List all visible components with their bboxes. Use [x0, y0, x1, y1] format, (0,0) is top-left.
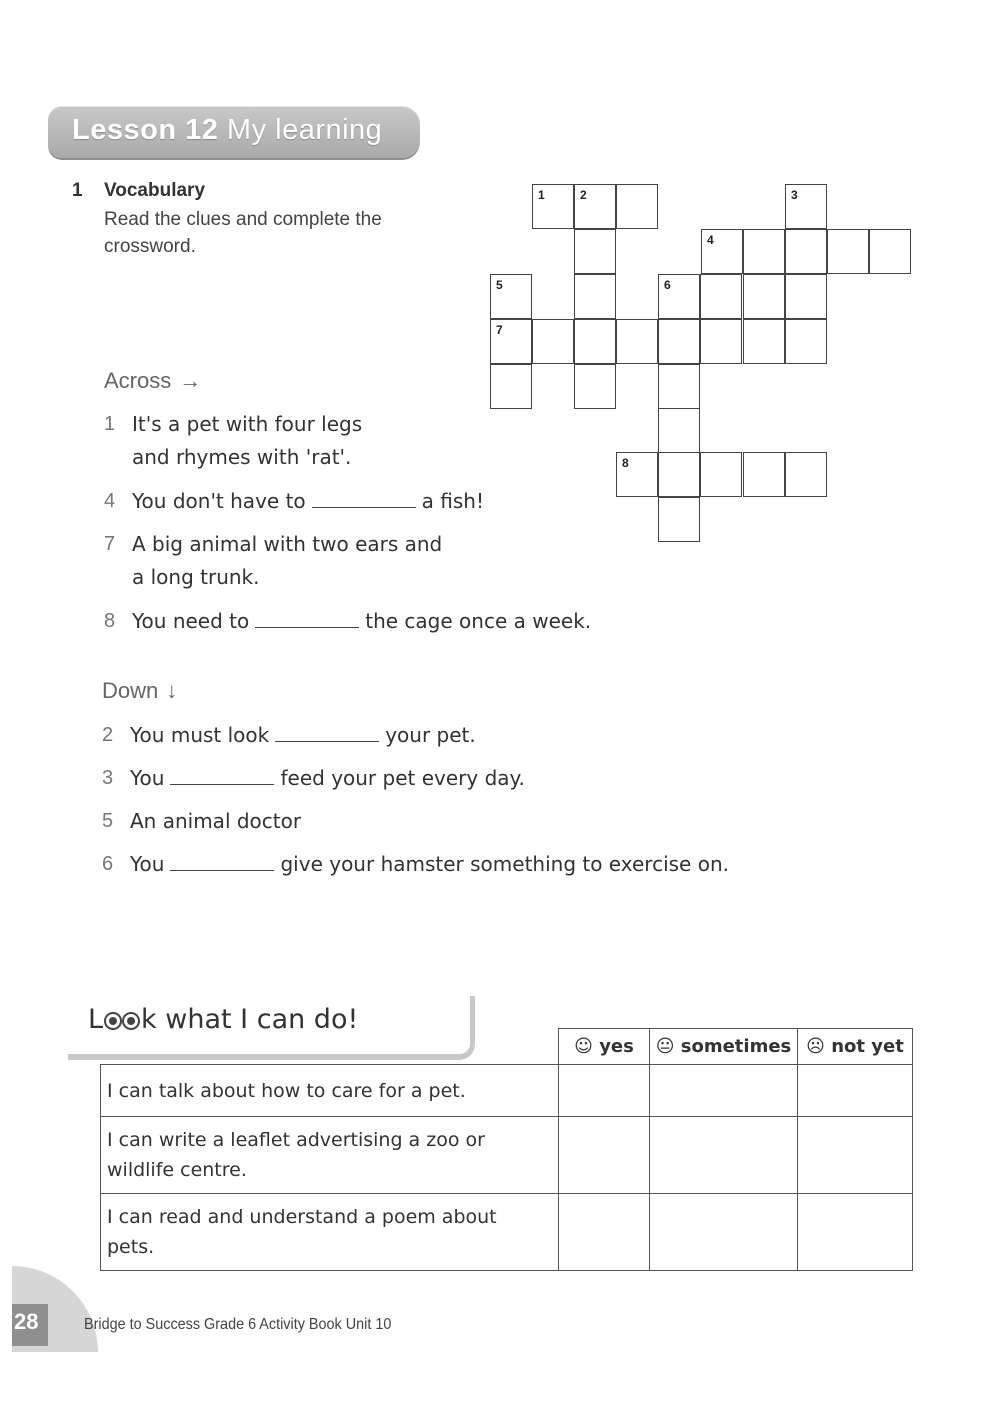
- clue-text: You need to: [132, 609, 250, 633]
- crossword-cell[interactable]: [827, 229, 869, 274]
- table-row: [101, 1117, 913, 1194]
- crossword-cell[interactable]: [743, 319, 785, 364]
- answer-blank[interactable]: [170, 852, 274, 871]
- down-clue-2: [102, 719, 602, 753]
- cell-number: 3: [791, 188, 798, 202]
- down-arrow-icon: ↓: [166, 678, 178, 703]
- answer-blank[interactable]: [312, 489, 416, 508]
- header-yes: ☺ yes: [559, 1029, 650, 1065]
- crossword-cell[interactable]: [658, 408, 700, 453]
- crossword-cell[interactable]: [532, 184, 574, 229]
- lesson-title: [72, 114, 382, 147]
- across-heading-text: Across: [104, 368, 172, 393]
- crossword-cell[interactable]: [490, 364, 532, 409]
- down-clue-3: [102, 762, 602, 796]
- crossword-cell[interactable]: [616, 452, 658, 497]
- crossword-cell[interactable]: [574, 184, 616, 229]
- check-cell-sometimes[interactable]: [650, 1194, 798, 1271]
- clue-text: A big animal with two ears and: [132, 532, 443, 556]
- down-heading: [102, 678, 177, 704]
- crossword-cell[interactable]: [616, 319, 658, 364]
- crossword-cell[interactable]: [785, 452, 827, 497]
- answer-blank[interactable]: [170, 766, 274, 785]
- crossword-cell[interactable]: [785, 319, 827, 364]
- can-do-statement: I can write a leaflet advertising a zoo or wildlife centre.: [101, 1117, 559, 1194]
- check-cell-not-yet[interactable]: [798, 1117, 913, 1194]
- crossword-cell[interactable]: [574, 319, 616, 364]
- crossword-cell[interactable]: [532, 319, 574, 364]
- cell-number: 8: [622, 456, 629, 470]
- crossword-cell[interactable]: [743, 229, 785, 274]
- check-cell-yes[interactable]: [559, 1065, 650, 1117]
- answer-blank[interactable]: [255, 609, 359, 628]
- cell-number: 2: [580, 188, 587, 202]
- crossword-cell[interactable]: [658, 319, 700, 364]
- crossword-cell[interactable]: [574, 274, 616, 319]
- cell-number: 5: [496, 278, 503, 292]
- clue-number: 7: [104, 533, 116, 555]
- down-clue-5: [102, 805, 602, 839]
- clue-number: 8: [104, 610, 116, 632]
- cell-number: 6: [664, 278, 671, 292]
- check-cell-yes[interactable]: [559, 1117, 650, 1194]
- clue-text: You must look: [130, 723, 270, 747]
- crossword-cell[interactable]: [616, 184, 658, 229]
- down-clue-6: [102, 848, 782, 882]
- lesson-subtitle: My learning: [226, 114, 383, 146]
- crossword-cell[interactable]: [490, 319, 532, 364]
- exercise-number: 1: [72, 180, 83, 201]
- cell-number: 7: [496, 323, 503, 337]
- across-heading: [104, 368, 201, 394]
- crossword-cell[interactable]: [658, 497, 700, 542]
- right-arrow-icon: →: [179, 368, 202, 393]
- header-sometimes: 😐 sometimes: [650, 1029, 798, 1065]
- crossword-cell[interactable]: [785, 184, 827, 229]
- crossword-cell[interactable]: [743, 274, 785, 319]
- crossword-cell[interactable]: [700, 319, 742, 364]
- can-do-statement: I can talk about how to care for a pet.: [101, 1065, 559, 1117]
- cell-number: 1: [538, 188, 545, 202]
- check-cell-not-yet[interactable]: [798, 1194, 913, 1271]
- clue-text: and rhymes with 'rat'.: [132, 445, 352, 469]
- crossword-cell[interactable]: [700, 452, 742, 497]
- answer-blank[interactable]: [275, 723, 379, 742]
- crossword-cell[interactable]: [785, 274, 827, 319]
- crossword-cell[interactable]: [574, 229, 616, 274]
- down-heading-text: Down: [102, 678, 159, 703]
- empty-header-cell: [101, 1029, 559, 1065]
- clue-text: An animal doctor: [130, 809, 302, 833]
- clue-number: 2: [102, 724, 114, 746]
- across-clue-7: [104, 528, 524, 598]
- clue-number: 5: [102, 810, 114, 832]
- check-cell-sometimes[interactable]: [650, 1117, 798, 1194]
- across-clue-4: [104, 485, 524, 519]
- clue-text: a long trunk.: [132, 565, 260, 589]
- lesson-banner: [48, 106, 420, 158]
- page-number: 28: [14, 1309, 39, 1334]
- clue-number: 3: [102, 767, 114, 789]
- look-title-end: k what I can do!: [141, 1004, 359, 1035]
- clue-number: 4: [104, 490, 116, 512]
- check-cell-sometimes[interactable]: [650, 1065, 798, 1117]
- crossword-cell[interactable]: [658, 452, 700, 497]
- table-header-row: [101, 1029, 913, 1065]
- clue-text: You don't have to: [132, 489, 306, 513]
- table-row: [101, 1065, 913, 1117]
- check-cell-yes[interactable]: [559, 1194, 650, 1271]
- clue-text: give your hamster something to exercise on.: [280, 852, 729, 876]
- crossword-cell[interactable]: [574, 364, 616, 409]
- can-do-statement: I can read and understand a poem about pets.: [101, 1194, 559, 1271]
- crossword-cell[interactable]: [743, 452, 785, 497]
- clue-number: 6: [102, 853, 114, 875]
- crossword-cell[interactable]: [785, 229, 827, 274]
- footer-text: Bridge to Success Grade 6 Activity Book Unit 10: [84, 1316, 392, 1333]
- clue-text: your pet.: [385, 723, 476, 747]
- look-title-start: L: [88, 1004, 104, 1035]
- exercise-title: Vocabulary: [104, 180, 206, 201]
- table-row: [101, 1194, 913, 1271]
- clue-text: the cage once a week.: [365, 609, 592, 633]
- crossword-cell[interactable]: [658, 274, 700, 319]
- check-cell-not-yet[interactable]: [798, 1065, 913, 1117]
- clue-number: 1: [104, 413, 116, 435]
- clue-text: a fish!: [421, 489, 484, 513]
- clue-text: It's a pet with four legs: [132, 412, 363, 436]
- self-assessment-table: [100, 1028, 913, 1271]
- clue-text: You: [130, 852, 165, 876]
- clue-text: You: [130, 766, 165, 790]
- lesson-label: Lesson 12: [72, 114, 219, 146]
- crossword-cell[interactable]: [490, 274, 532, 319]
- cell-number: 4: [707, 233, 714, 247]
- crossword-cell[interactable]: [700, 274, 742, 319]
- across-clue-1: [104, 408, 504, 478]
- crossword-cell[interactable]: [869, 229, 911, 274]
- clue-text: feed your pet every day.: [280, 766, 525, 790]
- crossword-cell[interactable]: [701, 229, 743, 274]
- header-not-yet: ☹ not yet: [798, 1029, 913, 1065]
- exercise-instruction: Read the clues and complete the crossword.: [104, 209, 382, 257]
- across-clue-8: [104, 605, 664, 639]
- crossword-cell[interactable]: [658, 364, 700, 409]
